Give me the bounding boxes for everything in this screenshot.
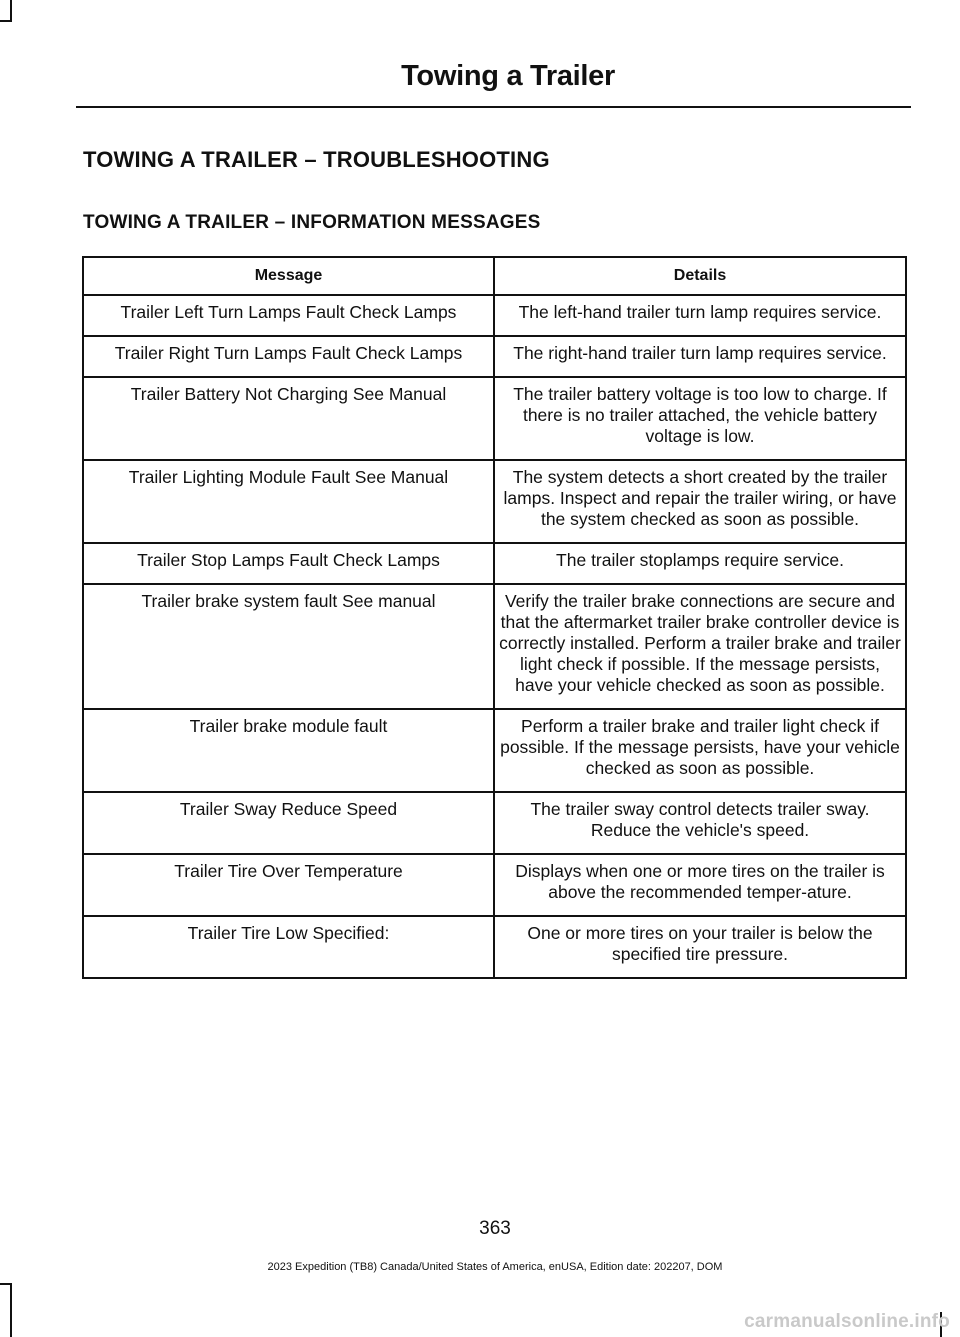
message-cell: Trailer Sway Reduce Speed: [83, 792, 494, 854]
column-header-details: Details: [494, 257, 906, 295]
subsection-title: TOWING A TRAILER – INFORMATION MESSAGES: [83, 212, 541, 233]
section-title: TOWING A TRAILER – TROUBLESHOOTING: [83, 147, 550, 172]
crop-mark: [10, 0, 12, 22]
message-cell: Trailer brake system fault See manual: [83, 584, 494, 709]
details-cell: Perform a trailer brake and trailer light check if possible. If the message persists, have your vehicle checked as soon as possible.: [494, 709, 906, 792]
header-divider: [76, 106, 911, 108]
details-cell: The left-hand trailer turn lamp requires service.: [494, 295, 906, 336]
table-row: [83, 543, 906, 584]
watermark: carmanualsonline.info: [744, 1311, 950, 1332]
column-header-message: Message: [83, 257, 494, 295]
message-cell: Trailer Tire Over Temperature: [83, 854, 494, 916]
table-header-row: [83, 257, 906, 295]
details-cell: The right-hand trailer turn lamp requires service.: [494, 336, 906, 377]
table-row: [83, 336, 906, 377]
page-footer: 2023 Expedition (TB8) Canada/United States of America, enUSA, Edition date: 202207, DOM: [267, 1261, 723, 1273]
details-cell: The trailer battery voltage is too low to charge. If there is no trailer attached, the vehicle battery voltage is low.: [494, 377, 906, 460]
crop-mark: [0, 20, 12, 22]
table-row: [83, 377, 906, 460]
table-row: [83, 460, 906, 543]
table-row: [83, 854, 906, 916]
details-cell: The trailer stoplamps require service.: [494, 543, 906, 584]
message-cell: Trailer Tire Low Specified:: [83, 916, 494, 978]
message-cell: Trailer Lighting Module Fault See Manual: [83, 460, 494, 543]
crop-mark: [10, 1283, 12, 1337]
message-cell: Trailer Left Turn Lamps Fault Check Lamps: [83, 295, 494, 336]
message-cell: Trailer Right Turn Lamps Fault Check Lamps: [83, 336, 494, 377]
message-cell: Trailer brake module fault: [83, 709, 494, 792]
message-cell: Trailer Battery Not Charging See Manual: [83, 377, 494, 460]
details-cell: The system detects a short created by the trailer lamps. Inspect and repair the trailer wiring, or have the system checked as soon as possible.: [494, 460, 906, 543]
information-messages-table: [82, 256, 907, 979]
details-cell: The trailer sway control detects trailer sway. Reduce the vehicle's speed.: [494, 792, 906, 854]
details-cell: Verify the trailer brake connections are secure and that the aftermarket trailer brake controller device is correctly installed. Perform a trailer brake and trailer light check if possible. If the message persists, have your vehicle checked as soon as possible.: [494, 584, 906, 709]
details-cell: Displays when one or more tires on the trailer is above the recommended temper-ature.: [494, 854, 906, 916]
table-row: [83, 916, 906, 978]
crop-mark: [0, 1283, 12, 1285]
page-number: 363: [479, 1218, 511, 1239]
table-row: [83, 792, 906, 854]
table-row: [83, 295, 906, 336]
message-cell: Trailer Stop Lamps Fault Check Lamps: [83, 543, 494, 584]
details-cell: One or more tires on your trailer is below the specified tire pressure.: [494, 916, 906, 978]
table-row: [83, 709, 906, 792]
page-header-title: Towing a Trailer: [401, 60, 615, 92]
table-row: [83, 584, 906, 709]
